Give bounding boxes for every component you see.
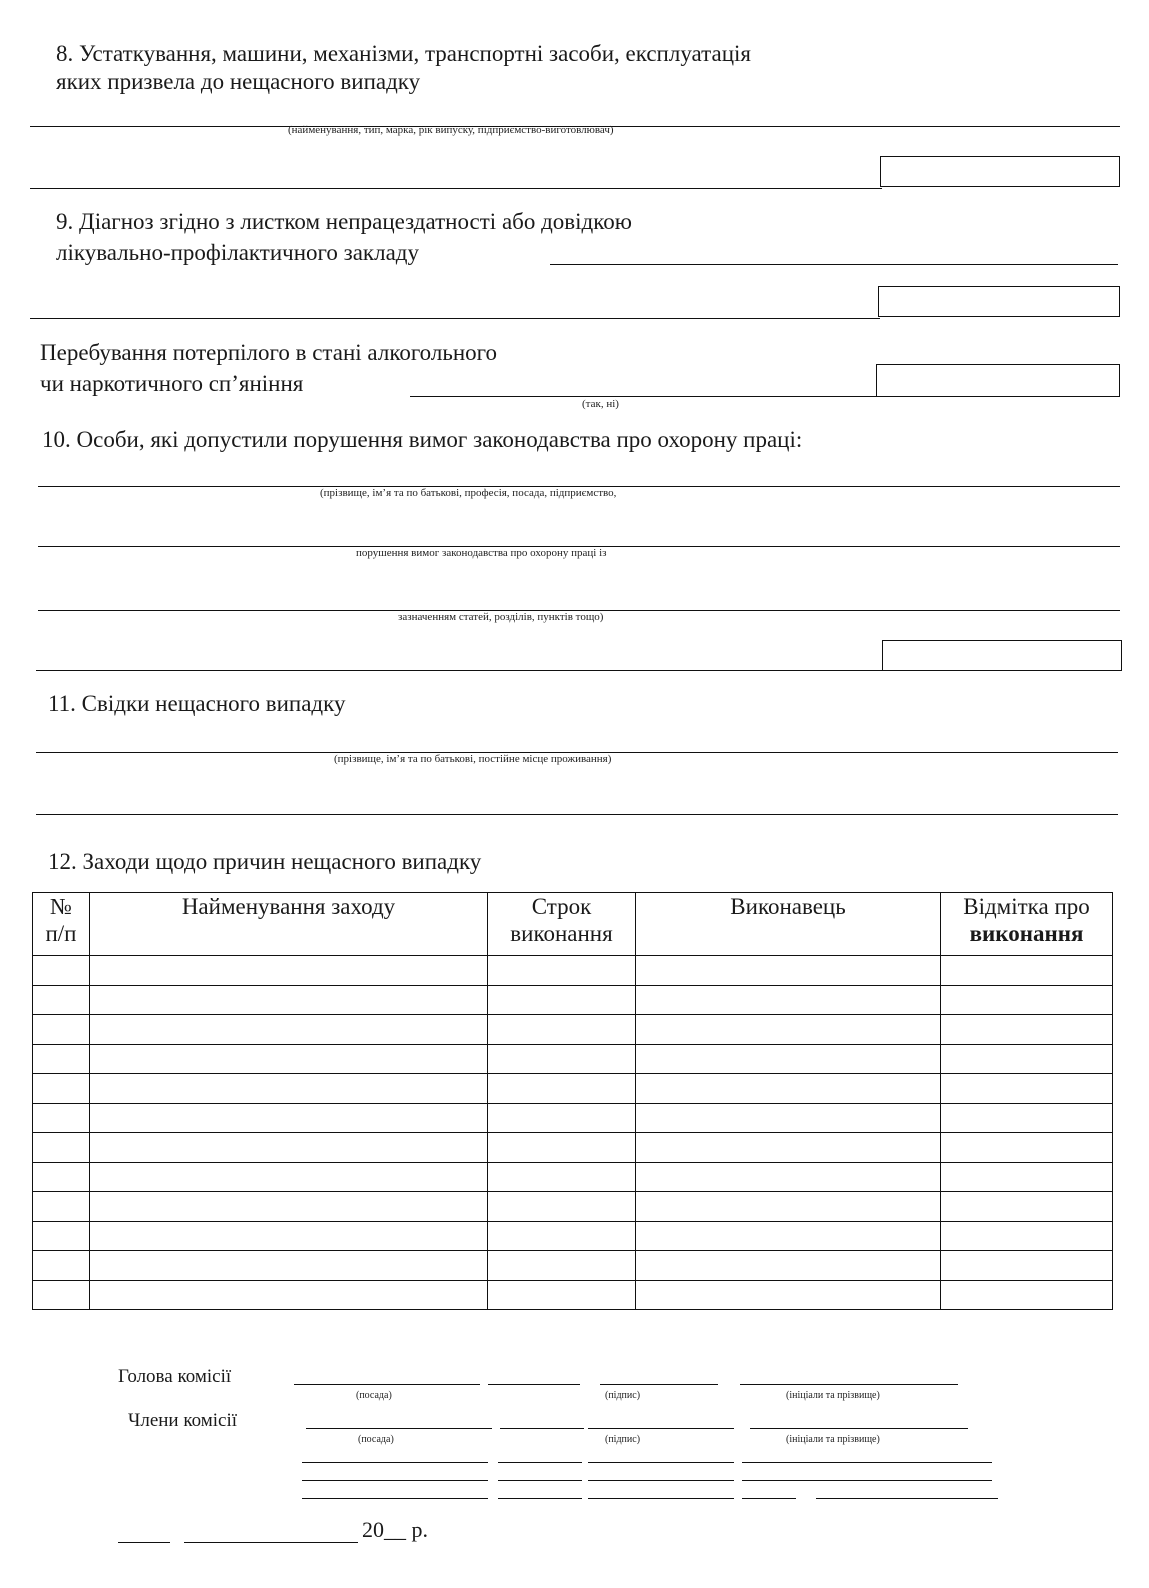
section-8-caption: (найменування, тип, марка, рік випуску, підприємство-виготовлювач) — [288, 124, 614, 136]
header-term-line2: виконання — [510, 921, 613, 946]
cell-executor[interactable] — [636, 956, 941, 986]
chair-position-caption: (посада) — [356, 1390, 392, 1401]
member-name-caption: (ініціали та прізвище) — [786, 1434, 880, 1445]
cell-term[interactable] — [488, 1192, 636, 1222]
table-row — [33, 1221, 1113, 1251]
measures-table-header-row — [33, 893, 1113, 956]
cell-number[interactable] — [33, 1103, 90, 1133]
table-row — [33, 1015, 1113, 1045]
cell-completion-mark[interactable] — [941, 985, 1113, 1015]
cell-executor[interactable] — [636, 1133, 941, 1163]
cell-number[interactable] — [33, 985, 90, 1015]
intoxication-code-box[interactable] — [876, 364, 1120, 397]
chair-signature-line-b[interactable] — [600, 1384, 718, 1385]
cell-number[interactable] — [33, 1015, 90, 1045]
cell-executor[interactable] — [636, 1015, 941, 1045]
cell-measure-name[interactable] — [90, 956, 488, 986]
header-completion-mark-line1: Відмітка про — [963, 894, 1090, 919]
cell-executor[interactable] — [636, 1221, 941, 1251]
section-9-code-box[interactable] — [878, 286, 1120, 317]
section-10-caption3: зазначенням статей, розділів, пунктів тощо) — [398, 611, 604, 623]
member4-name-line-a[interactable] — [742, 1498, 796, 1499]
date-month-line[interactable] — [184, 1542, 358, 1543]
table-row — [33, 1074, 1113, 1104]
member-position-caption: (посада) — [358, 1434, 394, 1445]
header-term — [488, 893, 636, 956]
cell-measure-name[interactable] — [90, 1044, 488, 1074]
header-measure-name-text: Найменування заходу — [181, 894, 396, 919]
cell-executor[interactable] — [636, 1103, 941, 1133]
header-executor-text: Виконавець — [730, 894, 846, 919]
section-8-code-box[interactable] — [880, 156, 1120, 187]
intoxication-label-line1: Перебування потерпілого в стані алкогольного — [40, 340, 498, 365]
table-row — [33, 1162, 1113, 1192]
cell-completion-mark[interactable] — [941, 1074, 1113, 1104]
section-11-caption: (прізвище, ім’я та по батькові, постійне місце проживання) — [334, 753, 612, 765]
intoxication-caption: (так, ні) — [582, 398, 619, 410]
cell-term[interactable] — [488, 1162, 636, 1192]
section-10-field-line4[interactable] — [36, 670, 884, 671]
member3-position-line[interactable] — [302, 1480, 488, 1481]
header-executor — [636, 893, 941, 956]
date-year-text: 20__ р. — [362, 1517, 428, 1542]
commission-members-label: Члени комісії — [128, 1410, 238, 1431]
cell-measure-name[interactable] — [90, 1251, 488, 1281]
cell-term[interactable] — [488, 1133, 636, 1163]
cell-executor[interactable] — [636, 1162, 941, 1192]
member2-signature-line-a[interactable] — [498, 1462, 582, 1463]
cell-term[interactable] — [488, 1251, 636, 1281]
section-9-field-line1[interactable] — [550, 264, 1118, 265]
header-measure-name — [90, 893, 488, 956]
member-signature-line-b[interactable] — [588, 1428, 734, 1429]
table-row — [33, 1133, 1113, 1163]
header-term-line1: Строк — [531, 894, 592, 919]
header-completion-mark — [941, 893, 1113, 956]
cell-completion-mark[interactable] — [941, 1192, 1113, 1222]
cell-completion-mark[interactable] — [941, 1280, 1113, 1310]
member-signature-line-a[interactable] — [500, 1428, 584, 1429]
cell-measure-name[interactable] — [90, 1074, 488, 1104]
header-number-line1: № — [50, 894, 72, 919]
cell-number[interactable] — [33, 1251, 90, 1281]
cell-number[interactable] — [33, 1074, 90, 1104]
cell-executor[interactable] — [636, 1192, 941, 1222]
cell-number[interactable] — [33, 1221, 90, 1251]
cell-completion-mark[interactable] — [941, 1103, 1113, 1133]
header-number — [33, 893, 90, 956]
table-row — [33, 1280, 1113, 1310]
chair-position-line[interactable] — [294, 1384, 480, 1385]
cell-term[interactable] — [488, 1103, 636, 1133]
table-row — [33, 956, 1113, 986]
cell-completion-mark[interactable] — [941, 1044, 1113, 1074]
cell-completion-mark[interactable] — [941, 1221, 1113, 1251]
cell-measure-name[interactable] — [90, 1103, 488, 1133]
cell-term[interactable] — [488, 1221, 636, 1251]
cell-term[interactable] — [488, 985, 636, 1015]
member2-name-line[interactable] — [742, 1462, 992, 1463]
table-row — [33, 1251, 1113, 1281]
member2-signature-line-b[interactable] — [588, 1462, 734, 1463]
cell-completion-mark[interactable] — [941, 956, 1113, 986]
cell-measure-name[interactable] — [90, 1221, 488, 1251]
cell-executor[interactable] — [636, 985, 941, 1015]
cell-measure-name[interactable] — [90, 1280, 488, 1310]
member2-position-line[interactable] — [302, 1462, 488, 1463]
member3-name-line[interactable] — [742, 1480, 992, 1481]
member-signature-caption: (підпис) — [605, 1434, 641, 1445]
table-row — [33, 985, 1113, 1015]
cell-completion-mark[interactable] — [941, 1015, 1113, 1045]
cell-term[interactable] — [488, 1044, 636, 1074]
commission-chair-label: Голова комісії — [118, 1366, 232, 1387]
chair-name-caption: (ініціали та прізвище) — [786, 1390, 880, 1401]
cell-measure-name[interactable] — [90, 1192, 488, 1222]
member4-signature-line-b[interactable] — [588, 1498, 734, 1499]
section-11-field-line2[interactable] — [36, 814, 1118, 815]
cell-measure-name[interactable] — [90, 1162, 488, 1192]
section-9-title-line2: лікувально-профілактичного закладу — [56, 240, 419, 265]
header-number-line2: п/п — [45, 921, 77, 946]
cell-term[interactable] — [488, 1280, 636, 1310]
section-8-title-line2: яких призвела до нещасного випадку — [56, 69, 421, 94]
section-10-caption1: (прізвище, ім’я та по батькові, професія, посада, підприємство, — [320, 487, 617, 499]
section-12-title: 12. Заходи щодо причин нещасного випадку — [48, 849, 482, 874]
member3-signature-line-b[interactable] — [588, 1480, 734, 1481]
section-9-title-line1: 9. Діагноз згідно з листком непрацездатності або довідкою — [56, 209, 632, 234]
member4-position-line[interactable] — [302, 1498, 488, 1499]
cell-executor[interactable] — [636, 1044, 941, 1074]
chair-signature-line-a[interactable] — [488, 1384, 580, 1385]
member-position-line[interactable] — [306, 1428, 492, 1429]
cell-term[interactable] — [488, 1074, 636, 1104]
cell-term[interactable] — [488, 1015, 636, 1045]
section-9-field-line2[interactable] — [30, 318, 880, 319]
cell-number[interactable] — [33, 1133, 90, 1163]
cell-executor[interactable] — [636, 1280, 941, 1310]
chair-signature-caption: (підпис) — [605, 1390, 641, 1401]
section-10-code-box[interactable] — [882, 640, 1122, 671]
section-11-title: 11. Свідки нещасного випадку — [48, 691, 346, 716]
section-10-caption2: порушення вимог законодавства про охорону праці із — [356, 547, 607, 559]
intoxication-field-line[interactable] — [410, 396, 878, 397]
cell-executor[interactable] — [636, 1074, 941, 1104]
measures-table — [32, 892, 1113, 1310]
cell-number[interactable] — [33, 1280, 90, 1310]
cell-number[interactable] — [33, 1044, 90, 1074]
table-row — [33, 1044, 1113, 1074]
section-10-title: 10. Особи, які допустили порушення вимог законодавства про охорону праці: — [42, 427, 803, 452]
cell-completion-mark[interactable] — [941, 1133, 1113, 1163]
table-row — [33, 1192, 1113, 1222]
cell-executor[interactable] — [636, 1251, 941, 1281]
cell-term[interactable] — [488, 956, 636, 986]
chair-name-line[interactable] — [740, 1384, 958, 1385]
header-completion-mark-line2: виконання — [969, 921, 1084, 946]
section-8-field-line2[interactable] — [30, 188, 882, 189]
member3-signature-line-a[interactable] — [498, 1480, 582, 1481]
intoxication-label-line2: чи наркотичного сп’яніння — [40, 371, 304, 396]
member-name-line[interactable] — [750, 1428, 968, 1429]
cell-number[interactable] — [33, 1162, 90, 1192]
cell-completion-mark[interactable] — [941, 1162, 1113, 1192]
cell-number[interactable] — [33, 1192, 90, 1222]
cell-measure-name[interactable] — [90, 985, 488, 1015]
member4-signature-line-a[interactable] — [498, 1498, 582, 1499]
member4-name-line-b[interactable] — [816, 1498, 998, 1499]
cell-completion-mark[interactable] — [941, 1251, 1113, 1281]
date-day-line[interactable] — [118, 1542, 170, 1543]
cell-measure-name[interactable] — [90, 1133, 488, 1163]
cell-number[interactable] — [33, 956, 90, 986]
section-8-title-line1: 8. Устаткування, машини, механізми, транспортні засоби, експлуатація — [56, 41, 751, 66]
table-row — [33, 1103, 1113, 1133]
measures-table-body — [33, 956, 1113, 1310]
cell-measure-name[interactable] — [90, 1015, 488, 1045]
